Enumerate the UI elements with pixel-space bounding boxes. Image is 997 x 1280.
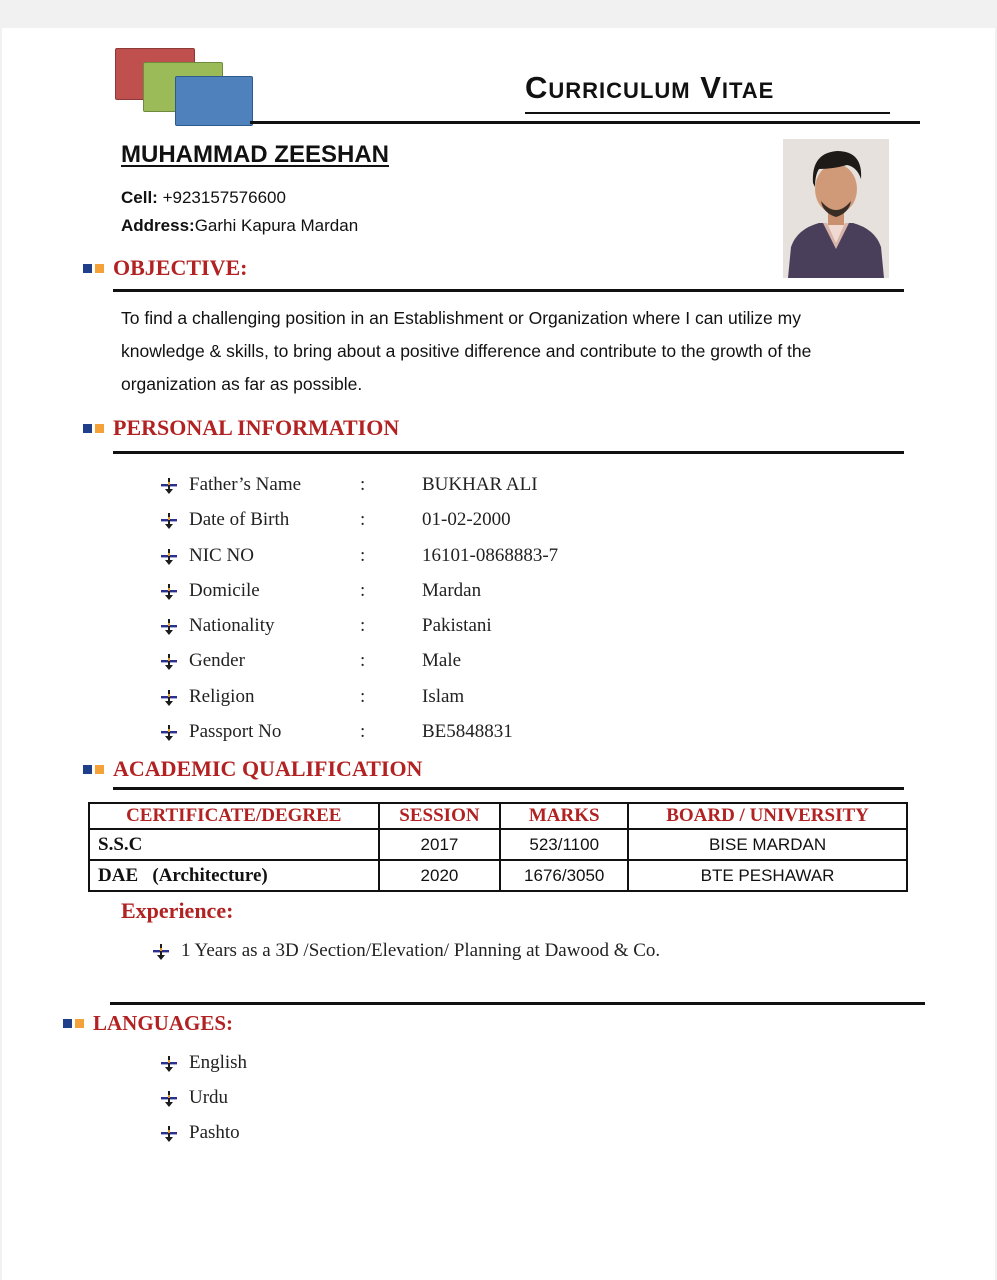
address-label: Address: <box>121 216 195 235</box>
academic-heading-label: ACADEMIC QUALIFICATION <box>113 756 423 781</box>
square-marker-icon <box>95 765 104 774</box>
table-cell: 1676/3050 <box>500 860 628 891</box>
cell-label: Cell: <box>121 188 158 207</box>
arrow-down-icon <box>160 1090 178 1108</box>
arrow-down-icon <box>160 689 178 707</box>
table-row <box>89 829 907 860</box>
field-separator: : <box>360 615 366 636</box>
qualification-table <box>88 802 908 892</box>
field-separator: : <box>360 474 366 495</box>
field-label: Nationality <box>189 615 275 636</box>
objective-text: To find a challenging position in an Establishment or Organization where I can utilize my knowledge & skills, to bring about a positive difference and contribute to the growth of the organization as far as possible. <box>121 308 812 394</box>
field-value: BUKHAR ALI <box>422 474 538 495</box>
square-marker-icon <box>95 424 104 433</box>
language-text: English <box>189 1052 248 1073</box>
field-value: Mardan <box>422 580 482 601</box>
candidate-name: MUHAMMAD ZEESHAN <box>121 141 389 168</box>
field-value: BE5848831 <box>422 721 513 742</box>
experience-text: 1 Years as a 3D /Section/Elevation/ Planning at Dawood & Co. <box>181 940 661 961</box>
languages-heading <box>63 1010 233 1036</box>
academic-rule <box>113 787 904 790</box>
square-marker-icon <box>83 765 92 774</box>
field-value: 16101-0868883-7 <box>422 545 559 566</box>
table-row <box>89 860 907 891</box>
table-cell: 2017 <box>379 829 501 860</box>
experience-heading: Experience: <box>121 898 234 923</box>
table-cell: BTE PESHAWAR <box>628 860 907 891</box>
document-title: Curriculum Vitae <box>525 70 775 105</box>
arrow-down-icon <box>160 512 178 530</box>
square-marker-icon <box>75 1019 84 1028</box>
field-separator: : <box>360 721 366 742</box>
square-marker-icon <box>63 1019 72 1028</box>
language-text: Pashto <box>189 1122 240 1143</box>
field-label: Religion <box>189 686 255 707</box>
field-separator: : <box>360 509 366 530</box>
arrow-down-icon <box>160 1055 178 1073</box>
personal-info-heading <box>83 415 399 441</box>
square-marker-icon <box>95 264 104 273</box>
field-value: Pakistani <box>422 615 492 636</box>
address-value: Garhi Kapura Mardan <box>194 216 359 235</box>
objective-rule <box>113 289 904 292</box>
column-header: CERTIFICATE/DEGREE <box>89 803 379 829</box>
arrow-down-icon <box>160 548 178 566</box>
address-line <box>121 216 358 236</box>
field-label: Date of Birth <box>189 509 290 530</box>
language-text: Urdu <box>189 1087 229 1108</box>
field-separator: : <box>360 580 366 601</box>
table-cell: S.S.C <box>89 829 379 860</box>
person-silhouette-icon <box>783 139 889 278</box>
objective-heading <box>83 255 247 281</box>
field-label: Gender <box>189 650 245 671</box>
arrow-down-icon <box>160 583 178 601</box>
arrow-down-icon <box>160 477 178 495</box>
logo-block-blue <box>175 76 253 126</box>
personal-info-heading-label: PERSONAL INFORMATION <box>113 415 400 440</box>
field-value: Male <box>422 650 462 671</box>
field-label: Passport No <box>189 721 282 742</box>
arrow-down-icon <box>152 943 170 961</box>
title-underline <box>525 112 890 114</box>
table-cell: DAE (Architecture) <box>89 860 379 891</box>
cell-line <box>121 188 286 208</box>
field-label: NIC NO <box>189 545 254 566</box>
field-label: Father’s Name <box>189 474 302 495</box>
square-marker-icon <box>83 424 92 433</box>
experience-rule <box>110 1002 925 1005</box>
arrow-down-icon <box>160 1125 178 1143</box>
academic-heading <box>83 756 422 782</box>
field-value: Islam <box>422 686 465 707</box>
languages-heading-label: LANGUAGES: <box>93 1010 234 1035</box>
field-separator: : <box>360 686 366 707</box>
table-cell: 2020 <box>379 860 501 891</box>
arrow-down-icon <box>160 618 178 636</box>
arrow-down-icon <box>160 724 178 742</box>
arrow-down-icon <box>160 653 178 671</box>
square-marker-icon <box>83 264 92 273</box>
profile-photo <box>783 139 889 278</box>
column-header: MARKS <box>500 803 628 829</box>
field-separator: : <box>360 650 366 671</box>
cell-value: +923157576600 <box>157 188 286 207</box>
field-separator: : <box>360 545 366 566</box>
header-rule <box>250 121 920 124</box>
table-cell: BISE MARDAN <box>628 829 907 860</box>
field-label: Domicile <box>189 580 260 601</box>
field-value: 01-02-2000 <box>422 509 511 530</box>
column-header: SESSION <box>379 803 501 829</box>
column-header: BOARD / UNIVERSITY <box>628 803 907 829</box>
table-cell: 523/1100 <box>500 829 628 860</box>
table-header-row <box>89 803 907 829</box>
objective-heading-label: OBJECTIVE: <box>113 255 248 280</box>
personal-info-rule <box>113 451 904 454</box>
